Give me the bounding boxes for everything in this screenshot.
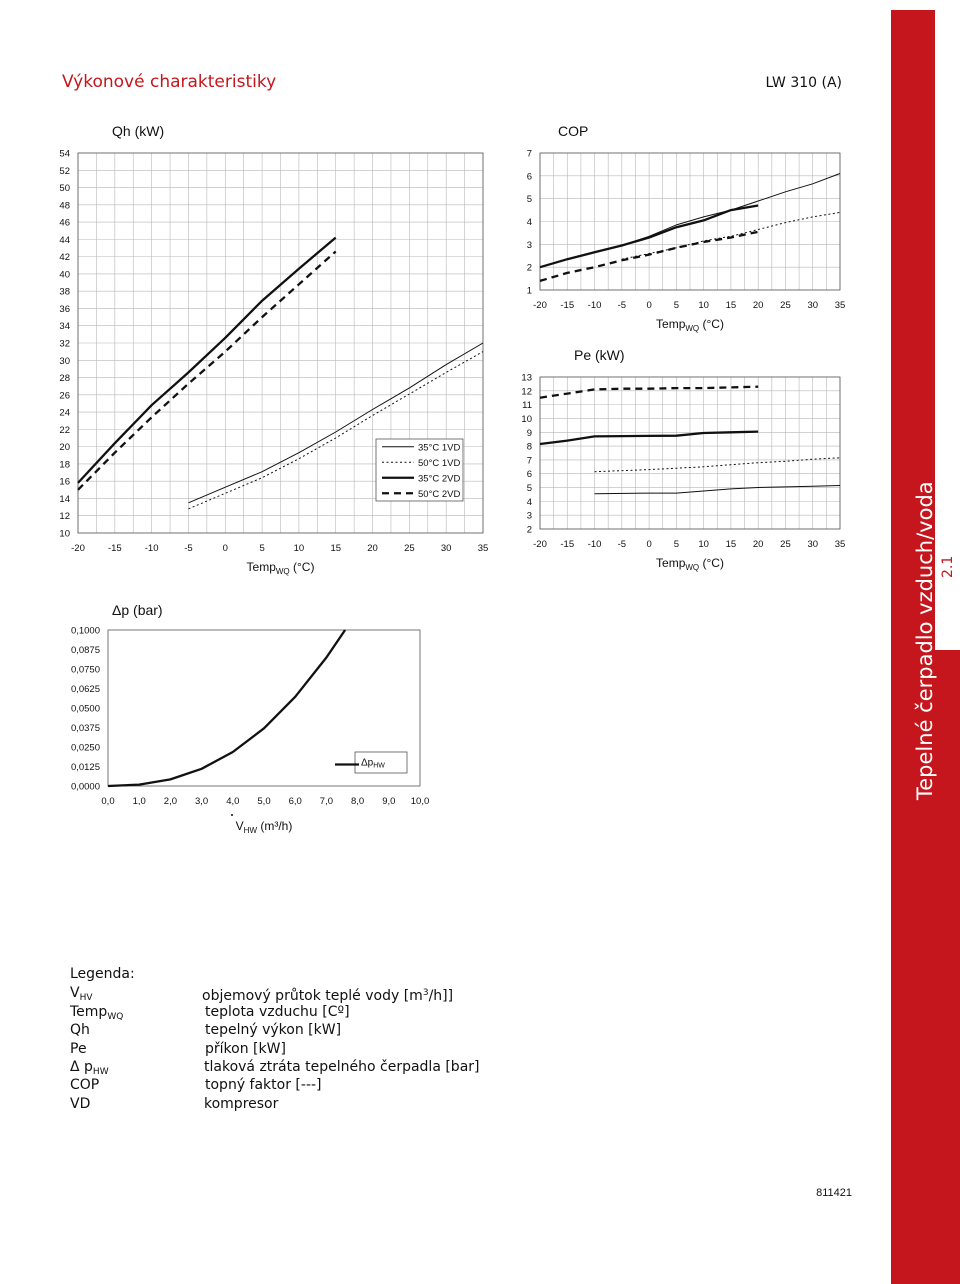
- sidebar-white-strip: [935, 10, 960, 650]
- y-tick-label: 30: [59, 355, 70, 367]
- y-tick-label: 2: [526, 524, 532, 536]
- y-tick-label: 22: [59, 424, 70, 436]
- series-line-0: [108, 630, 345, 786]
- x-tick-label: 15: [330, 543, 342, 554]
- y-tick-label: 44: [59, 234, 70, 246]
- y-tick-label: 18: [59, 459, 70, 471]
- y-tick-label: 26: [59, 390, 70, 402]
- y-tick-label: 0,0875: [70, 645, 100, 656]
- x-tick-label: 10,0: [410, 796, 430, 807]
- x-tick-label: 0: [646, 539, 652, 550]
- x-tick-label: -5: [617, 300, 627, 311]
- legend-description: tepelný výkon [kW]: [205, 1022, 342, 1039]
- y-tick-label: 0,0625: [70, 684, 100, 695]
- y-tick-label: 28: [59, 373, 70, 385]
- x-tick-label: 30: [807, 539, 819, 550]
- vertical-title: Tepelné čerpadlo vzduch/voda: [913, 481, 937, 800]
- y-tick-label: 8: [526, 441, 532, 453]
- legend-description: objemový průtok teplé vody $[m^3/h]$]: [202, 988, 454, 1005]
- x-tick-label: 8,0: [350, 796, 365, 807]
- x-tick-label: -5: [184, 543, 193, 554]
- pe-title: Pe (kW): [574, 347, 625, 363]
- x-tick-label: 20: [752, 539, 764, 550]
- y-tick-label: 40: [59, 269, 70, 281]
- legend-description: kompresor: [204, 1095, 279, 1112]
- y-tick-label: 3: [526, 239, 532, 251]
- heating-capacity-chart: [0, 115, 490, 575]
- legend-symbol: Pe: [70, 1040, 87, 1057]
- x-tick-label: 3,0: [194, 796, 209, 807]
- document-code: 811421: [816, 1187, 852, 1199]
- x-tick-label: 25: [780, 300, 791, 311]
- x-tick-label: 10: [698, 539, 709, 550]
- x-tick-label: 15: [725, 300, 737, 311]
- y-tick-label: 4: [526, 217, 532, 228]
- y-tick-label: 6: [526, 469, 532, 481]
- x-tick-label: 9,0: [382, 796, 396, 807]
- legend-symbol: Δ $p_{HW}$: [70, 1058, 109, 1077]
- y-tick-label: 14: [59, 493, 70, 505]
- y-tick-label: 24: [59, 407, 70, 419]
- dp-svg: [0, 595, 440, 835]
- pe-svg: [490, 340, 860, 580]
- y-tick-label: 10: [521, 413, 532, 425]
- x-tick-label: 6,0: [288, 796, 302, 807]
- y-tick-label: 36: [59, 303, 70, 315]
- y-tick-label: 0,0500: [70, 703, 100, 715]
- footer-text: Technické změny jsou vyhrazeny · © Alpha-InnoTec: [664, 1250, 882, 1261]
- x-tick-label: -15: [560, 539, 575, 550]
- section-number: 2.1: [940, 555, 956, 578]
- y-tick-label: 0,0125: [70, 762, 100, 773]
- y-tick-label: 50: [59, 183, 70, 195]
- cop-chart: [490, 115, 860, 333]
- x-tick-label: 5: [673, 539, 680, 550]
- y-tick-label: 12: [521, 386, 532, 398]
- legend-description: příkon [kW]: [205, 1040, 286, 1057]
- y-tick-label: 7: [526, 455, 532, 467]
- x-tick-label: 35: [834, 539, 846, 550]
- y-tick-label: 54: [59, 148, 70, 160]
- legend-description: tlaková ztráta tepelného čerpadla [bar]: [204, 1058, 480, 1075]
- y-tick-label: 5: [526, 483, 532, 495]
- pe-x-axis-label: Temp$_{WQ}$ (°C): [656, 556, 724, 572]
- legend-item: [70, 1021, 342, 1039]
- pressure-drop-chart: [0, 595, 440, 835]
- x-tick-label: -10: [587, 300, 602, 311]
- legend-description: topný faktor [---]: [205, 1077, 322, 1094]
- legend-item: [70, 1040, 286, 1058]
- x-tick-label: 1,0: [132, 796, 146, 807]
- x-tick-label: 10: [293, 543, 305, 554]
- x-tick-label: -10: [144, 543, 159, 554]
- model-label: LW 310 (A): [765, 75, 842, 91]
- legend-item: [70, 1058, 480, 1077]
- legend-item: [70, 1076, 322, 1094]
- dp-x-axis-label: $V_{HW}$ (m³/h): [235, 819, 293, 835]
- x-tick-label: 2,0: [163, 796, 178, 807]
- y-tick-label: 4: [526, 496, 532, 508]
- y-tick-label: 1: [526, 285, 532, 297]
- qh-title: Qh (kW): [112, 123, 165, 139]
- x-tick-label: 30: [440, 543, 452, 554]
- legend-symbol: Temp$_{WQ}$: [70, 1003, 124, 1022]
- x-tick-label: 35: [834, 300, 846, 311]
- x-tick-label: 4,0: [226, 796, 240, 807]
- cop-svg: [490, 115, 860, 333]
- x-tick-label: -20: [71, 543, 85, 554]
- power-input-chart: [490, 340, 860, 580]
- y-tick-label: 9: [526, 427, 532, 439]
- x-tick-label: 25: [404, 543, 415, 554]
- legend: [70, 965, 480, 1113]
- legend-label: $\Delta p_{HW}$: [361, 757, 385, 770]
- y-tick-label: 0,0250: [70, 742, 100, 754]
- legend-description: teplota vzduchu [Cº]: [205, 1003, 350, 1020]
- x-tick-label: -20: [533, 539, 547, 550]
- y-tick-label: 48: [59, 200, 70, 212]
- legend-item: [70, 1095, 279, 1113]
- y-tick-label: 6: [526, 171, 532, 183]
- x-tick-label: -10: [587, 539, 602, 550]
- x-tick-label: 0: [646, 300, 652, 311]
- y-tick-label: 16: [59, 476, 70, 488]
- x-tick-label: 0: [222, 543, 228, 554]
- x-tick-label: -5: [617, 539, 627, 550]
- x-tick-label: 20: [367, 543, 378, 554]
- x-tick-label: -15: [560, 300, 575, 311]
- legend-label: 35°C 2VD: [418, 473, 461, 485]
- v-dot: [231, 814, 233, 816]
- x-tick-label: 0,0: [101, 796, 115, 807]
- y-tick-label: 0,0375: [70, 723, 100, 734]
- y-tick-label: 0,1000: [70, 625, 100, 637]
- x-tick-label: 15: [725, 539, 737, 550]
- cop-title: COP: [558, 123, 589, 139]
- legend-title: Legenda:: [70, 966, 135, 982]
- y-tick-label: 2: [526, 262, 532, 274]
- y-tick-label: 52: [59, 165, 70, 177]
- y-tick-label: 13: [521, 372, 532, 384]
- y-tick-label: 34: [59, 321, 70, 333]
- x-tick-label: 5,0: [257, 796, 271, 807]
- y-tick-label: 10: [59, 528, 70, 540]
- qh-x-axis-label: Temp$_{WQ}$ (°C): [246, 560, 315, 576]
- cop-x-axis-label: Temp$_{WQ}$ (°C): [656, 317, 724, 333]
- y-tick-label: 38: [59, 286, 70, 298]
- legend-symbol: $V_{HV}$: [70, 985, 93, 1004]
- y-tick-label: 3: [526, 510, 532, 522]
- legend-label: 35°C 1VD: [418, 442, 461, 454]
- legend-label: 50°C 1VD: [418, 457, 461, 469]
- x-tick-label: 35: [477, 543, 489, 554]
- x-tick-label: 10: [698, 300, 709, 311]
- x-tick-label: 20: [752, 300, 764, 311]
- legend-symbol: COP: [70, 1077, 100, 1094]
- x-tick-label: -20: [533, 300, 547, 311]
- y-tick-label: 0,0000: [70, 781, 100, 793]
- y-tick-label: 5: [526, 194, 532, 206]
- dp-title: Δp (bar): [112, 602, 163, 618]
- x-tick-label: -15: [107, 543, 122, 554]
- x-tick-label: 7,0: [319, 796, 334, 807]
- y-tick-label: 46: [59, 217, 70, 229]
- y-tick-label: 7: [526, 148, 532, 160]
- legend-label: 50°C 2VD: [418, 488, 461, 500]
- x-tick-label: 5: [673, 300, 680, 311]
- legend-symbol: VD: [70, 1095, 91, 1112]
- page-title: Výkonové charakteristiky: [62, 72, 277, 92]
- x-tick-label: 25: [780, 539, 791, 550]
- x-tick-label: 30: [807, 300, 819, 311]
- y-tick-label: 0,0750: [70, 664, 100, 676]
- qh-svg: [0, 115, 490, 575]
- x-tick-label: 5: [259, 543, 265, 554]
- y-tick-label: 32: [59, 338, 70, 350]
- legend-item: [70, 984, 454, 1005]
- y-tick-label: 11: [522, 400, 532, 412]
- y-tick-label: 42: [59, 252, 70, 264]
- legend-symbol: Qh: [70, 1022, 90, 1039]
- legend-item: [70, 1003, 350, 1022]
- y-tick-label: 12: [59, 511, 70, 523]
- y-tick-label: 20: [59, 442, 70, 454]
